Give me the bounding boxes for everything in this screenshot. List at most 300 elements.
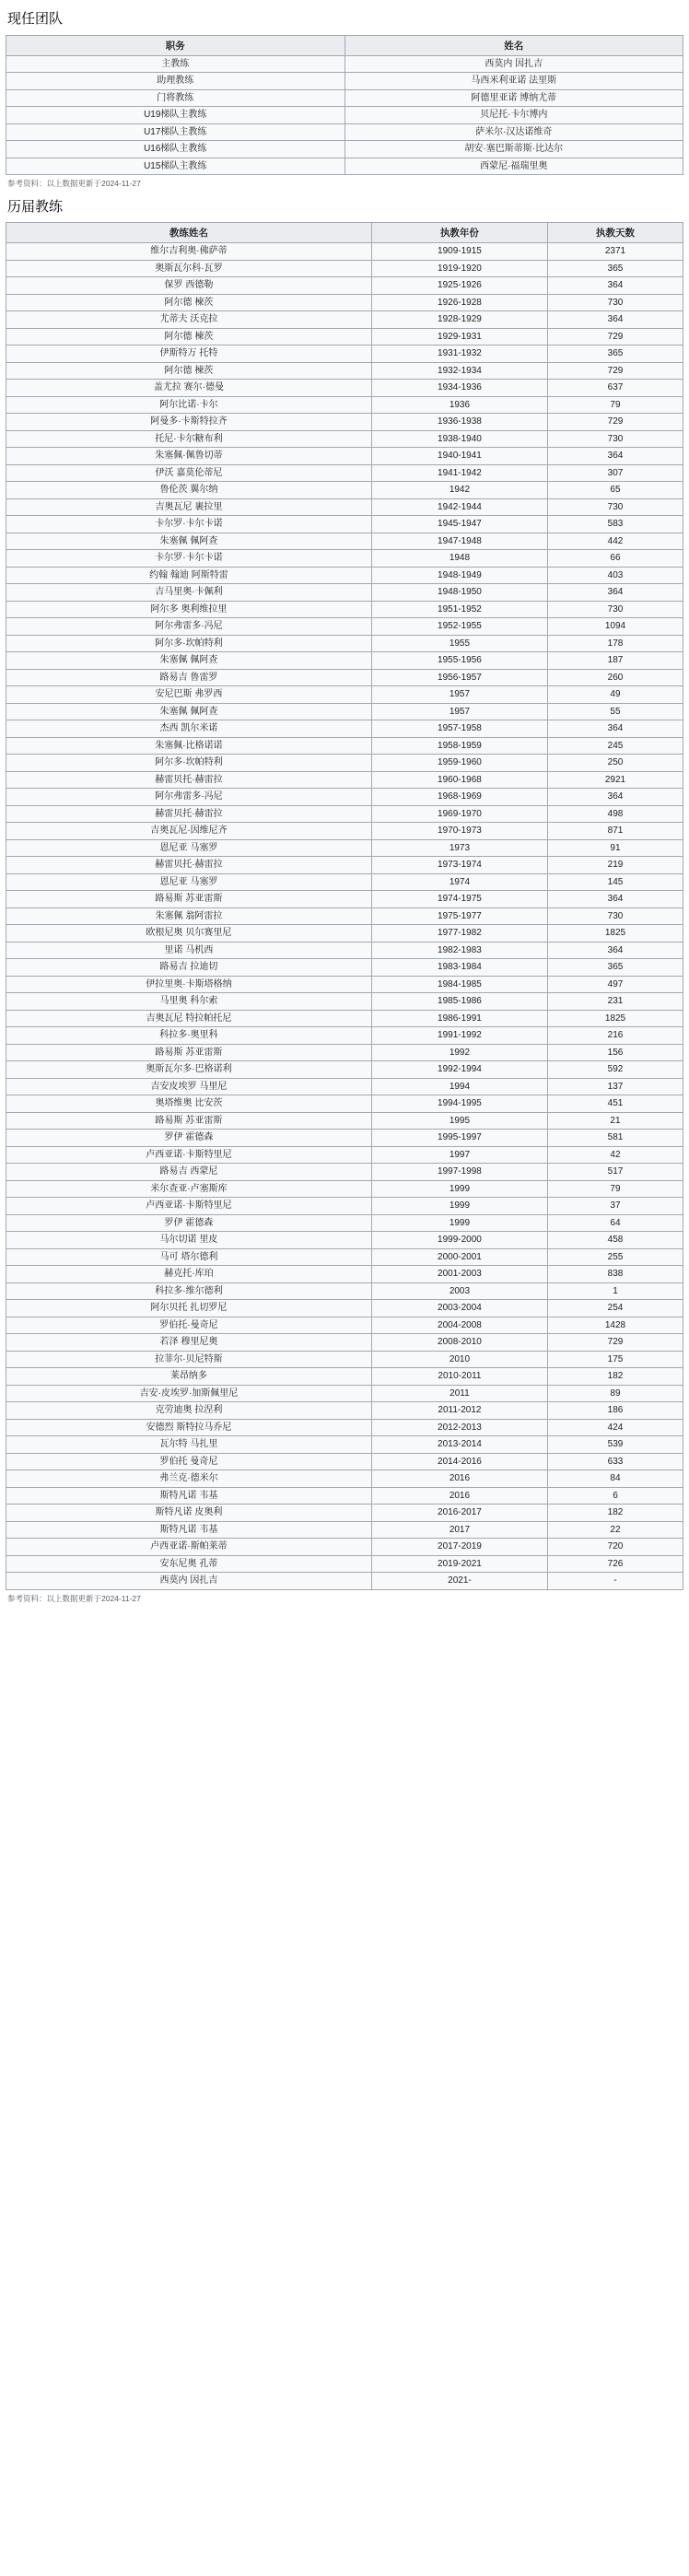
cell-years: 2003 [371, 1282, 547, 1300]
table-row [6, 976, 683, 993]
table-row [6, 584, 683, 602]
cell-coach-name: 恩尼亚 马塞罗 [6, 873, 372, 891]
cell-days: 424 [547, 1419, 683, 1436]
table-row [6, 107, 683, 124]
table-header-row [6, 223, 683, 243]
cell-days: 37 [547, 1198, 683, 1215]
cell-years: 1999-2000 [371, 1232, 547, 1249]
cell-coach-name: 路易吉 拉迪切 [6, 959, 372, 977]
cell-coach-name: 盖尤拉 赛尔·德曼 [6, 380, 372, 397]
table-row [6, 891, 683, 908]
table-row [6, 1078, 683, 1095]
cell-role: U16梯队主教练 [6, 141, 345, 158]
cell-coach-name: 阿尔多·坎帕特利 [6, 755, 372, 772]
table-row [6, 1402, 683, 1420]
cell-days: 64 [547, 1214, 683, 1232]
cell-coach-name: 朱塞佩 佩阿查 [6, 652, 372, 670]
cell-days: 633 [547, 1453, 683, 1470]
table-row [6, 1453, 683, 1470]
cell-years: 1977-1982 [371, 925, 547, 943]
cell-years: 2016-2017 [371, 1505, 547, 1522]
cell-days: 307 [547, 464, 683, 482]
table-row [6, 448, 683, 465]
cell-name: 贝尼托·卡尔博内 [344, 107, 683, 124]
cell-coach-name: 朱塞佩·佩鲁切蒂 [6, 448, 372, 465]
cell-years: 1919-1920 [371, 260, 547, 277]
cell-days: 458 [547, 1232, 683, 1249]
cell-coach-name: 科拉多·维尔德利 [6, 1282, 372, 1300]
table-row [6, 516, 683, 533]
cell-days: 364 [547, 789, 683, 806]
cell-coach-name: 安德烈 斯特拉马乔尼 [6, 1419, 372, 1436]
cell-years: 2012-2013 [371, 1419, 547, 1436]
table-row [6, 1521, 683, 1539]
cell-years: 1938-1940 [371, 430, 547, 448]
cell-years: 2011-2012 [371, 1402, 547, 1420]
cell-role: 助理教练 [6, 73, 345, 90]
cell-days: 583 [547, 516, 683, 533]
table-row [6, 1044, 683, 1061]
table-row [6, 294, 683, 311]
cell-coach-name: 安尼巴斯 弗罗西 [6, 686, 372, 704]
cell-days: 186 [547, 1402, 683, 1420]
table-row [6, 158, 683, 175]
cell-years: 1994-1995 [371, 1095, 547, 1113]
cell-years: 2016 [371, 1487, 547, 1505]
cell-days: 581 [547, 1130, 683, 1147]
cell-coach-name: 克劳迪奥 拉涅利 [6, 1402, 372, 1420]
table-row [6, 720, 683, 738]
table-row [6, 362, 683, 380]
cell-coach-name: 科拉多·奥里科 [6, 1027, 372, 1045]
cell-years: 1951-1952 [371, 601, 547, 618]
table-row [6, 498, 683, 516]
cell-years: 1973-1974 [371, 857, 547, 874]
cell-days: 592 [547, 1061, 683, 1079]
table-row [6, 1300, 683, 1317]
cell-coach-name: 恩尼亚 马塞罗 [6, 839, 372, 857]
cell-coach-name: 罗伊 霍德森 [6, 1130, 372, 1147]
cell-name: 西莫内 因扎吉 [344, 55, 683, 73]
table-row [6, 243, 683, 261]
cell-years: 1909-1915 [371, 243, 547, 261]
cell-years: 1974-1975 [371, 891, 547, 908]
cell-coach-name: 托尼·卡尔糖布利 [6, 430, 372, 448]
table-row [6, 1164, 683, 1181]
cell-years: 1957 [371, 703, 547, 720]
cell-days: 365 [547, 345, 683, 363]
cell-name: 胡安·塞巴斯蒂斯·比达尔 [344, 141, 683, 158]
table-row [6, 1555, 683, 1573]
cell-days: 517 [547, 1164, 683, 1181]
cell-years: 1999 [371, 1180, 547, 1198]
cell-days: 726 [547, 1555, 683, 1573]
cell-years: 1992-1994 [371, 1061, 547, 1079]
column-header-coach-name: 教练姓名 [6, 223, 372, 243]
cell-coach-name: 朱塞佩 翁阿雷拉 [6, 907, 372, 925]
column-header-years: 执教年份 [371, 223, 547, 243]
current-staff-note: 参考资料：以上数据更新于2024-11-27 [7, 179, 141, 188]
cell-years: 1959-1960 [371, 755, 547, 772]
table-row [6, 1282, 683, 1300]
cell-coach-name: 约翰 翰迪 阿斯特雷 [6, 567, 372, 584]
cell-name: 萨米尔·汉达诺维奇 [344, 123, 683, 141]
table-row [6, 789, 683, 806]
cell-coach-name: 伊沃 嘉莫伦蒂尼 [6, 464, 372, 482]
table-row [6, 1095, 683, 1113]
cell-coach-name: 奥塔维奥 比安茨 [6, 1095, 372, 1113]
cell-coach-name: 尤蒂夫 沃克拉 [6, 311, 372, 329]
cell-coach-name: 卡尔罗·卡尔卡诺 [6, 516, 372, 533]
cell-coach-name: 奥斯瓦尔科·瓦罗 [6, 260, 372, 277]
cell-days: 451 [547, 1095, 683, 1113]
cell-coach-name: 阿尔弗雷多·冯尼 [6, 789, 372, 806]
table-row [6, 89, 683, 107]
cell-days: 1 [547, 1282, 683, 1300]
cell-coach-name: 路易斯 苏亚雷斯 [6, 891, 372, 908]
cell-coach-name: 罗伊 霍德森 [6, 1214, 372, 1232]
cell-coach-name: 卢西亚诺·卡斯特里尼 [6, 1146, 372, 1164]
cell-days: 364 [547, 720, 683, 738]
cell-coach-name: 路易斯 苏亚雷斯 [6, 1044, 372, 1061]
cell-days: 42 [547, 1146, 683, 1164]
table-header-row [6, 35, 683, 55]
table-row [6, 328, 683, 345]
cell-years: 1957-1958 [371, 720, 547, 738]
cell-years: 1968-1969 [371, 789, 547, 806]
cell-days: 838 [547, 1266, 683, 1283]
cell-days: 255 [547, 1248, 683, 1266]
cell-years: 1999 [371, 1214, 547, 1232]
table-row [6, 1505, 683, 1522]
table-row [6, 567, 683, 584]
cell-days: 730 [547, 907, 683, 925]
cell-coach-name: 吉奥瓦尼 裹拉里 [6, 498, 372, 516]
cell-days: 729 [547, 414, 683, 431]
cell-coach-name: 阿尔德 楝茨 [6, 328, 372, 345]
table-row [6, 993, 683, 1011]
cell-coach-name: 阿尔贝托 扎切罗尼 [6, 1300, 372, 1317]
table-row [6, 703, 683, 720]
cell-years: 2017 [371, 1521, 547, 1539]
current-staff-title: 现任团队 [7, 12, 64, 27]
cell-years: 1948-1949 [371, 567, 547, 584]
cell-coach-name: 赫克托·库珀 [6, 1266, 372, 1283]
cell-coach-name: 朱塞佩 佩阿查 [6, 703, 372, 720]
cell-coach-name: 斯特凡诺 韦基 [6, 1487, 372, 1505]
table-row [6, 652, 683, 670]
table-row [6, 839, 683, 857]
table-row [6, 1385, 683, 1402]
cell-coach-name: 朱塞佩 佩阿查 [6, 533, 372, 550]
cell-coach-name: 马尔切诺 里皮 [6, 1232, 372, 1249]
table-row [6, 1368, 683, 1386]
cell-days: 730 [547, 498, 683, 516]
historical-coaches-note: 参考资料：以上数据更新于2024-11-27 [7, 1593, 141, 1603]
cell-role: 主教练 [6, 55, 345, 73]
cell-days: - [547, 1573, 683, 1590]
cell-coach-name: 伊斯特万 托特 [6, 345, 372, 363]
cell-days: 498 [547, 805, 683, 823]
cell-days: 49 [547, 686, 683, 704]
cell-days: 730 [547, 430, 683, 448]
cell-days: 89 [547, 1385, 683, 1402]
cell-years: 1984-1985 [371, 976, 547, 993]
cell-coach-name: 吉安皮埃罗 马里尼 [6, 1078, 372, 1095]
cell-coach-name: 赫雷贝托·赫雷拉 [6, 857, 372, 874]
cell-years: 1941-1942 [371, 464, 547, 482]
cell-coach-name: 吉奥瓦尼 特拉帕托尼 [6, 1010, 372, 1027]
cell-years: 1925-1926 [371, 277, 547, 295]
table-row [6, 1180, 683, 1198]
cell-coach-name: 瓦尔特 马扎里 [6, 1436, 372, 1454]
cell-years: 1986-1991 [371, 1010, 547, 1027]
table-row [6, 925, 683, 943]
cell-years: 2016 [371, 1470, 547, 1488]
cell-coach-name: 阿尔弗雷多·冯尼 [6, 618, 372, 636]
cell-role: U15梯队主教练 [6, 158, 345, 175]
cell-years: 1956-1957 [371, 669, 547, 686]
table-row [6, 141, 683, 158]
cell-days: 364 [547, 584, 683, 602]
table-row [6, 942, 683, 959]
cell-days: 250 [547, 755, 683, 772]
cell-days: 156 [547, 1044, 683, 1061]
cell-years: 1991-1992 [371, 1027, 547, 1045]
table-row [6, 482, 683, 499]
cell-days: 720 [547, 1539, 683, 1556]
cell-years: 1936 [371, 396, 547, 414]
cell-coach-name: 若泽 穆里尼奥 [6, 1334, 372, 1352]
table-row [6, 686, 683, 704]
cell-coach-name: 米尔查亚·卢塞斯库 [6, 1180, 372, 1198]
cell-years: 1994 [371, 1078, 547, 1095]
cell-days: 729 [547, 1334, 683, 1352]
cell-coach-name: 吉安·皮埃罗·加斯佩里尼 [6, 1385, 372, 1402]
table-row [6, 1539, 683, 1556]
cell-coach-name: 路易吉 西蒙尼 [6, 1164, 372, 1181]
cell-coach-name: 欧根尼奥 贝尔赛里尼 [6, 925, 372, 943]
cell-coach-name: 拉菲尔·贝尼特斯 [6, 1351, 372, 1368]
cell-days: 84 [547, 1470, 683, 1488]
cell-role: U17梯队主教练 [6, 123, 345, 141]
cell-coach-name: 安东尼奥 孔蒂 [6, 1555, 372, 1573]
cell-days: 55 [547, 703, 683, 720]
cell-name: 马西米利亚诺 法里斯 [344, 73, 683, 90]
cell-coach-name: 吉奥瓦尼·因维尼齐 [6, 823, 372, 840]
cell-years: 1945-1947 [371, 516, 547, 533]
table-row [6, 1214, 683, 1232]
cell-days: 730 [547, 294, 683, 311]
cell-days: 365 [547, 260, 683, 277]
cell-days: 729 [547, 362, 683, 380]
cell-years: 1974 [371, 873, 547, 891]
table-row [6, 311, 683, 329]
cell-years: 2013-2014 [371, 1436, 547, 1454]
cell-coach-name: 阿尔多 奥利维拉里 [6, 601, 372, 618]
cell-days: 6 [547, 1487, 683, 1505]
cell-years: 1926-1928 [371, 294, 547, 311]
cell-years: 1995-1997 [371, 1130, 547, 1147]
cell-years: 1957 [371, 686, 547, 704]
cell-days: 178 [547, 635, 683, 652]
table-row [6, 396, 683, 414]
cell-years: 2019-2021 [371, 1555, 547, 1573]
cell-coach-name: 奥斯瓦尔多·巴格诺利 [6, 1061, 372, 1079]
cell-coach-name: 阿尔比诺·卡尔 [6, 396, 372, 414]
cell-years: 2010 [371, 1351, 547, 1368]
cell-years: 1997 [371, 1146, 547, 1164]
cell-years: 1942-1944 [371, 498, 547, 516]
table-row [6, 260, 683, 277]
cell-days: 65 [547, 482, 683, 499]
cell-days: 187 [547, 652, 683, 670]
table-row [6, 618, 683, 636]
table-row [6, 805, 683, 823]
table-row [6, 737, 683, 755]
cell-name: 阿德里亚诺 博纳尤蒂 [344, 89, 683, 107]
cell-coach-name: 鲁伦茨 翼尔纳 [6, 482, 372, 499]
cell-days: 497 [547, 976, 683, 993]
cell-years: 1985-1986 [371, 993, 547, 1011]
cell-days: 539 [547, 1436, 683, 1454]
cell-years: 1995 [371, 1112, 547, 1130]
cell-days: 216 [547, 1027, 683, 1045]
cell-years: 1932-1934 [371, 362, 547, 380]
cell-coach-name: 莱昂纳多 [6, 1368, 372, 1386]
table-row [6, 873, 683, 891]
current-staff-table [6, 35, 683, 176]
table-row [6, 601, 683, 618]
cell-years: 1982-1983 [371, 942, 547, 959]
table-row [6, 123, 683, 141]
cell-years: 1931-1932 [371, 345, 547, 363]
cell-years: 1969-1970 [371, 805, 547, 823]
cell-days: 254 [547, 1300, 683, 1317]
cell-days: 145 [547, 873, 683, 891]
table-row [6, 1573, 683, 1590]
table-row [6, 771, 683, 789]
table-row [6, 1351, 683, 1368]
table-row [6, 1061, 683, 1079]
cell-years: 1936-1938 [371, 414, 547, 431]
cell-years: 1997-1998 [371, 1164, 547, 1181]
table-row [6, 1334, 683, 1352]
cell-days: 182 [547, 1368, 683, 1386]
cell-days: 231 [547, 993, 683, 1011]
cell-days: 1825 [547, 1010, 683, 1027]
cell-years: 1958-1959 [371, 737, 547, 755]
cell-days: 219 [547, 857, 683, 874]
cell-days: 137 [547, 1078, 683, 1095]
cell-coach-name: 斯特凡诺 韦基 [6, 1521, 372, 1539]
cell-years: 1970-1973 [371, 823, 547, 840]
cell-years: 1952-1955 [371, 618, 547, 636]
cell-coach-name: 保罗 西德勒 [6, 277, 372, 295]
cell-years: 2014-2016 [371, 1453, 547, 1470]
cell-years: 1983-1984 [371, 959, 547, 977]
cell-days: 637 [547, 380, 683, 397]
cell-coach-name: 路易斯 苏亚雷斯 [6, 1112, 372, 1130]
cell-coach-name: 卢西亚诺·斯帕莱蒂 [6, 1539, 372, 1556]
cell-years: 1955-1956 [371, 652, 547, 670]
cell-years: 2003-2004 [371, 1300, 547, 1317]
cell-coach-name: 阿曼多·卡斯特拉齐 [6, 414, 372, 431]
cell-years: 2021- [371, 1573, 547, 1590]
table-row [6, 1198, 683, 1215]
column-header-name: 姓名 [344, 35, 683, 55]
cell-coach-name: 卡尔罗·卡尔卡诺 [6, 550, 372, 568]
cell-days: 729 [547, 328, 683, 345]
table-row [6, 1487, 683, 1505]
table-row [6, 857, 683, 874]
cell-days: 442 [547, 533, 683, 550]
cell-years: 1947-1948 [371, 533, 547, 550]
cell-days: 403 [547, 567, 683, 584]
cell-coach-name: 阿尔德 楝茨 [6, 362, 372, 380]
table-row [6, 669, 683, 686]
table-row [6, 959, 683, 977]
cell-years: 1999 [371, 1198, 547, 1215]
cell-days: 364 [547, 448, 683, 465]
cell-coach-name: 路易吉 鲁雷罗 [6, 669, 372, 686]
cell-coach-name: 西莫内 因扎吉 [6, 1573, 372, 1590]
cell-coach-name: 马里奥 科尔索 [6, 993, 372, 1011]
table-row [6, 1248, 683, 1266]
cell-coach-name: 杰西 凯尔米诺 [6, 720, 372, 738]
cell-days: 91 [547, 839, 683, 857]
table-row [6, 755, 683, 772]
table-row [6, 1470, 683, 1488]
cell-days: 245 [547, 737, 683, 755]
cell-name: 西蒙尼·福瑞里奥 [344, 158, 683, 175]
table-row [6, 1317, 683, 1334]
table-row [6, 414, 683, 431]
table-row [6, 907, 683, 925]
table-row [6, 1419, 683, 1436]
table-row [6, 464, 683, 482]
cell-coach-name: 斯特凡诺 皮奥利 [6, 1505, 372, 1522]
cell-days: 871 [547, 823, 683, 840]
cell-years: 1940-1941 [371, 448, 547, 465]
cell-coach-name: 朱塞佩·比格诺诺 [6, 737, 372, 755]
cell-days: 79 [547, 396, 683, 414]
cell-role: 门将教练 [6, 89, 345, 107]
cell-years: 1948-1950 [371, 584, 547, 602]
cell-days: 1094 [547, 618, 683, 636]
cell-coach-name: 马可 塔尔德利 [6, 1248, 372, 1266]
cell-years: 1992 [371, 1044, 547, 1061]
cell-coach-name: 维尔吉利奥·佛萨蒂 [6, 243, 372, 261]
table-row [6, 1146, 683, 1164]
cell-days: 2371 [547, 243, 683, 261]
cell-coach-name: 赫雷贝托·赫雷拉 [6, 771, 372, 789]
cell-years: 1929-1931 [371, 328, 547, 345]
table-row [6, 380, 683, 397]
cell-days: 364 [547, 942, 683, 959]
table-row [6, 345, 683, 363]
table-row [6, 635, 683, 652]
cell-years: 2008-2010 [371, 1334, 547, 1352]
cell-days: 364 [547, 891, 683, 908]
cell-years: 1928-1929 [371, 311, 547, 329]
table-row [6, 550, 683, 568]
table-row [6, 533, 683, 550]
cell-coach-name: 罗伯托 曼奇尼 [6, 1453, 372, 1470]
cell-years: 2011 [371, 1385, 547, 1402]
cell-years: 1975-1977 [371, 907, 547, 925]
table-row [6, 55, 683, 73]
